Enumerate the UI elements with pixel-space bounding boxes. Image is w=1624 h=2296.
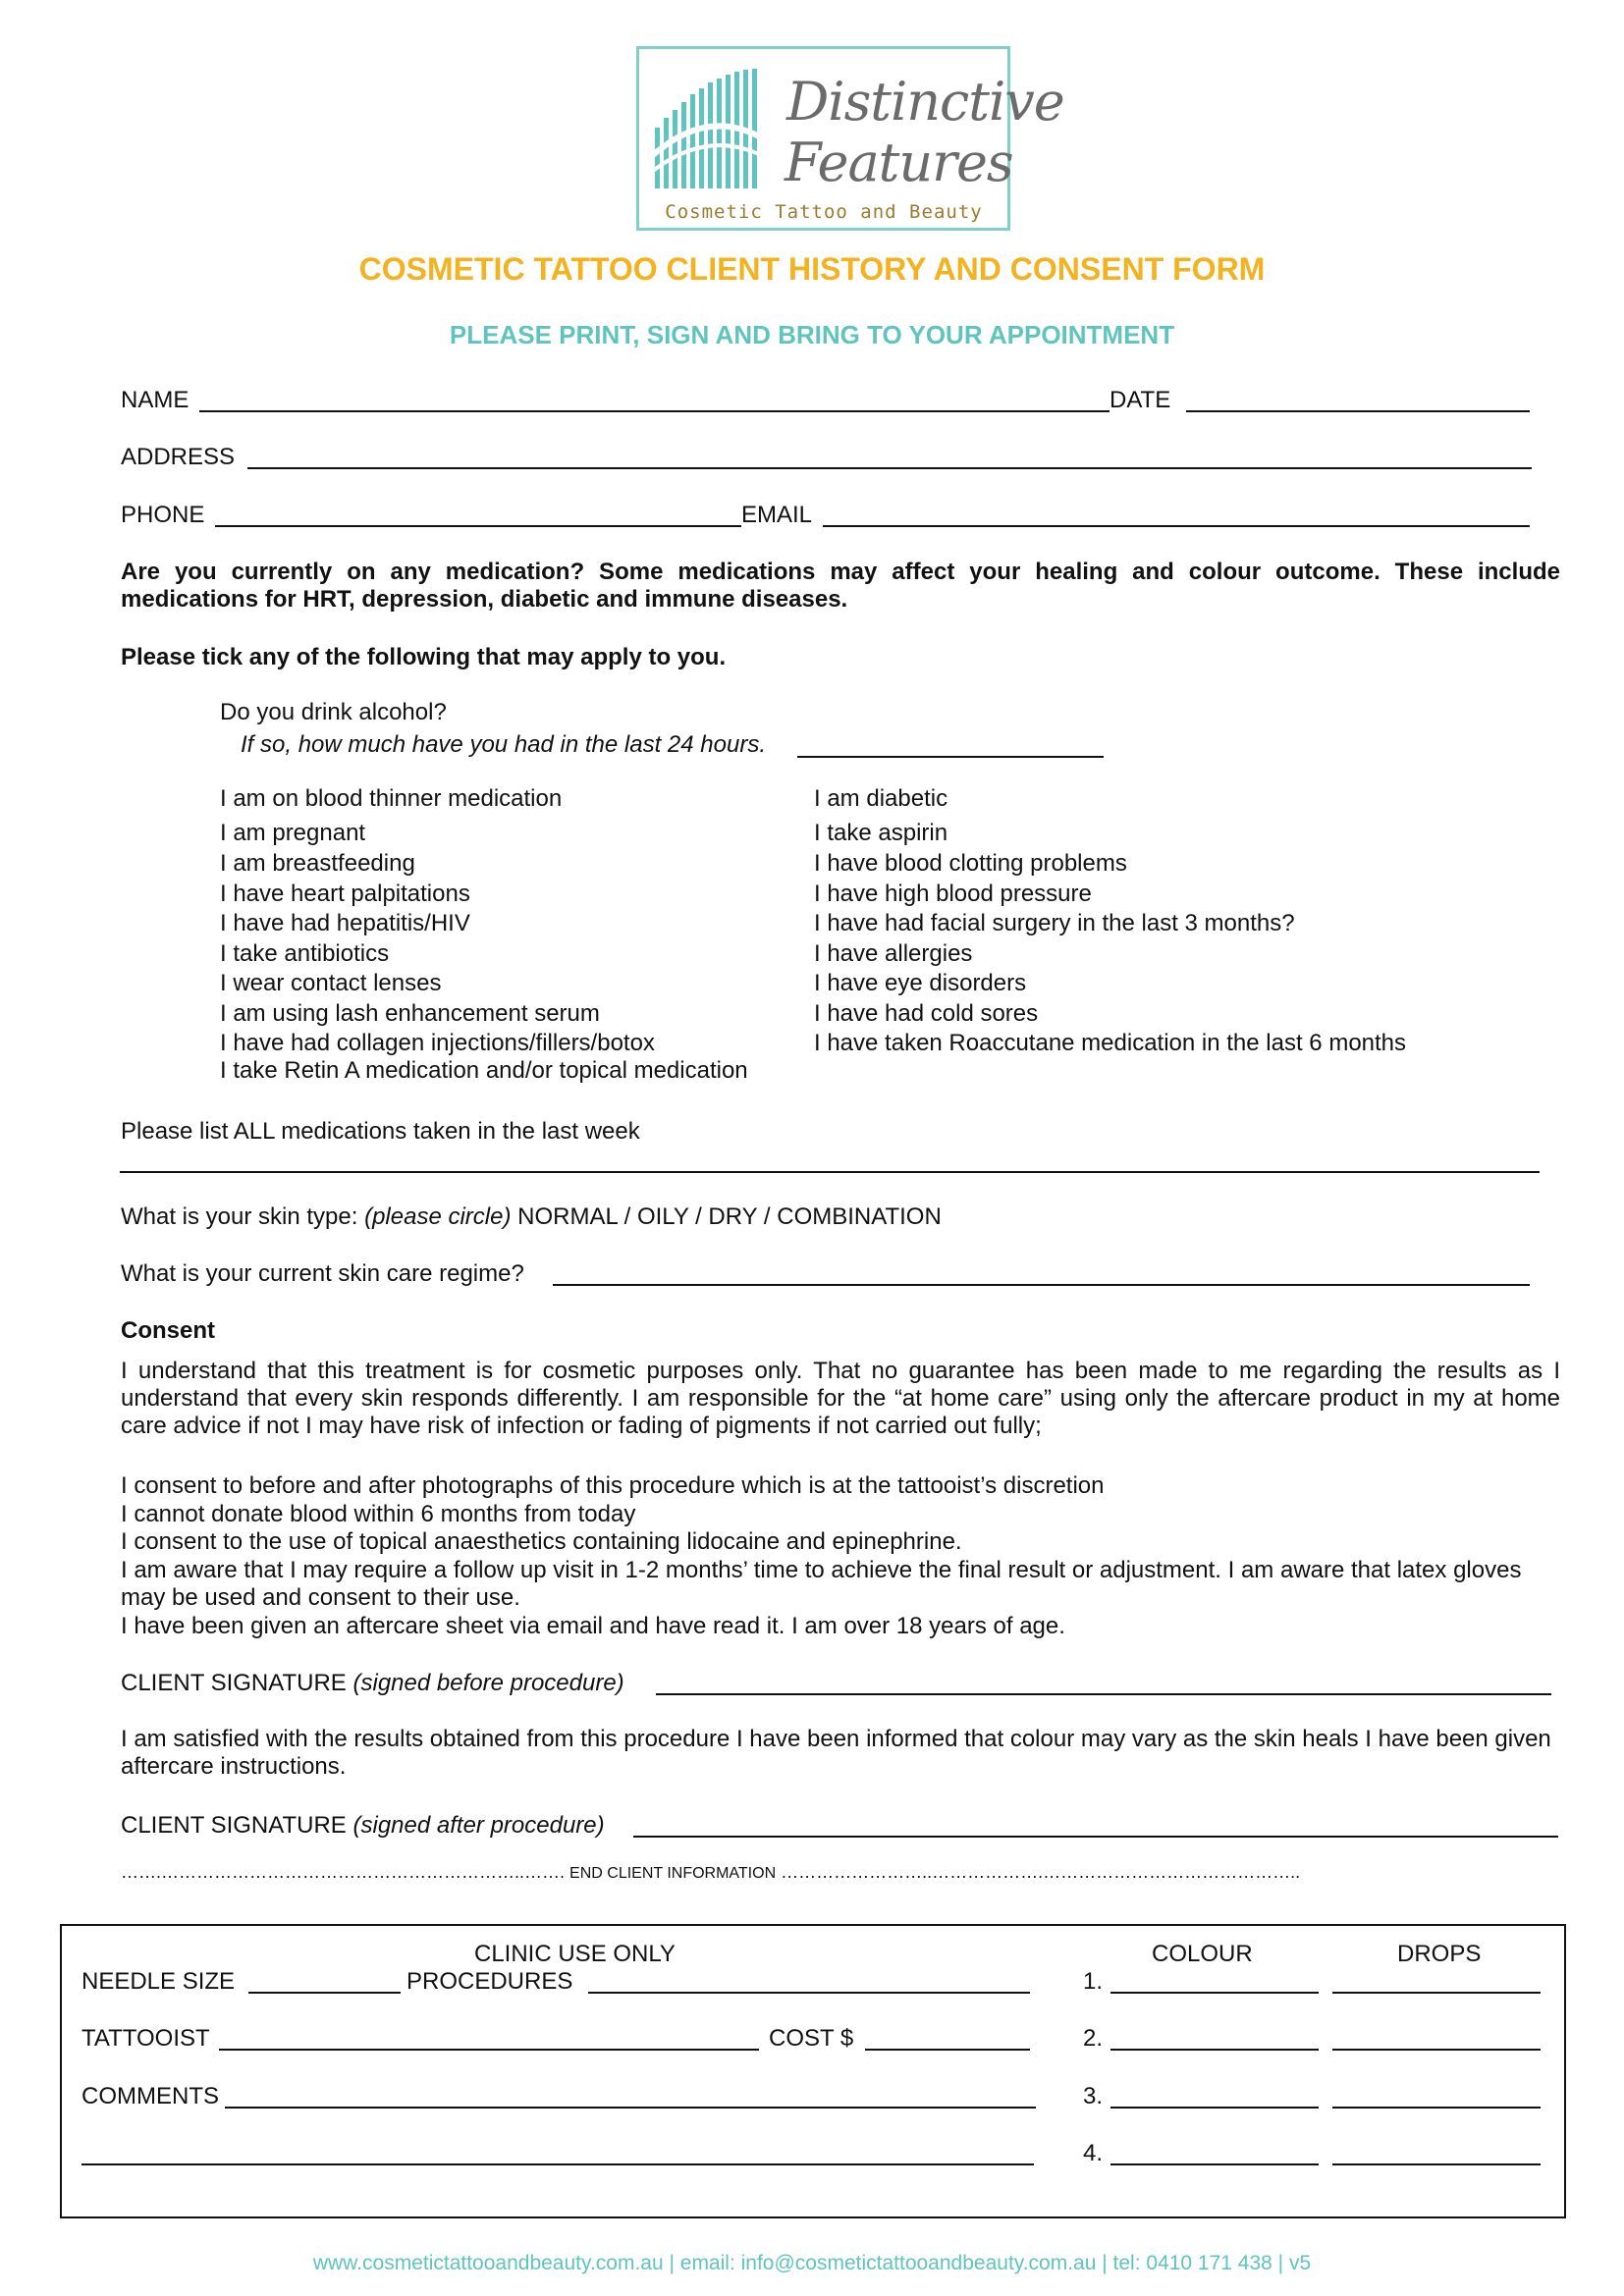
drops-field[interactable] [1332,1992,1541,1994]
condition-item[interactable]: I have eye disorders [814,970,1027,996]
consent-line: I have been given an aftercare sheet via email and have read it. I am over 18 years of age. [121,1613,1065,1639]
logo-text-features: Features [785,132,1013,193]
logo-tagline: Cosmetic Tattoo and Beauty [665,201,983,223]
comments-field-line2[interactable] [81,2163,1034,2165]
signature-before-label [121,1669,624,1697]
colour-row-number: 1. [1083,1968,1104,1995]
colour-row-number: 3. [1083,2083,1104,2109]
condition-item[interactable]: I take aspirin [814,820,948,846]
condition-item[interactable]: I have had cold sores [814,1000,1039,1027]
skin-type-question [121,1202,942,1231]
signature-after-hint: (signed after procedure) [352,1812,605,1839]
satisfaction-statement: I am satisfied with the results obtained from this procedure I have been informed that colour may vary as the skin heals I have been given aftercare instructions. [121,1726,1551,1780]
colour-field[interactable] [1110,2107,1319,2109]
skin-type-options[interactable]: NORMAL / OILY / DRY / COMBINATION [517,1203,942,1230]
tick-instruction: Please tick any of the following that may apply to you. [121,644,727,670]
signature-after-field[interactable] [633,1836,1558,1838]
consent-line: I cannot donate blood within 6 months from today [121,1501,636,1527]
condition-item[interactable]: I have blood clotting problems [814,850,1127,877]
condition-item[interactable]: I have had hepatitis/HIV [220,910,470,936]
drops-field[interactable] [1332,2107,1541,2109]
skin-regime-label: What is your current skin care regime? [121,1260,524,1287]
signature-after-label [121,1811,605,1840]
page-subtitle: PLEASE PRINT, SIGN AND BRING TO YOUR APPOINTMENT [449,320,1175,349]
condition-item[interactable]: I am using lash enhancement serum [220,1000,600,1027]
drops-field[interactable] [1332,2163,1541,2165]
consent-paragraph: I understand that this treatment is for cosmetic purposes only. That no guarantee has been made to me regarding the results as I understand that every skin responds differently. I am responsible for the “at home care” using only the aftercare product in my at home care advice if not I may have risk of infection or fading of pigments if not carried out fully; [121,1358,1560,1439]
cost-label: COST $ [769,2025,854,2052]
phone-field[interactable] [215,525,741,527]
consent-line: I consent to the use of topical anaesthetics containing lidocaine and epinephrine. [121,1528,962,1555]
condition-item[interactable]: I have had facial surgery in the last 3 months? [814,910,1295,936]
email-label: EMAIL [741,502,813,528]
address-field[interactable] [247,467,1532,469]
condition-item[interactable]: I have had collagen injections/fillers/botox [220,1030,655,1056]
consent-line: I am aware that I may require a follow up visit in 1-2 months’ time to achieve the final result or adjustment. I am aware that latex gloves may be used and consent to their use. [121,1557,1522,1611]
end-dots-left: …….……………………………………………………..……. [121,1862,566,1882]
procedures-label: PROCEDURES [406,1968,573,1995]
alcohol-amount-field[interactable] [797,756,1104,758]
colour-field[interactable] [1110,1992,1319,1994]
date-field[interactable] [1186,410,1530,412]
footer-contact: www.cosmetictattooandbeauty.com.au | email: info@cosmetictattooandbeauty.com.au | tel: 0410 171 438 | v5 [312,2252,1312,2274]
logo [636,46,1064,231]
name-field[interactable] [199,410,1110,412]
condition-item[interactable]: I take Retin A medication and/or topical medication [220,1057,748,1084]
clinic-use-box [60,1924,1566,2218]
clinic-heading: CLINIC USE ONLY [474,1941,676,1967]
condition-item[interactable]: I have taken Roaccutane medication in the last 6 months [814,1030,1407,1056]
condition-item[interactable]: I wear contact lenses [220,970,442,996]
alcohol-question[interactable]: Do you drink alcohol? [220,699,447,725]
consent-heading: Consent [121,1317,215,1344]
logo-bars-icon [653,69,785,191]
colour-row-number: 2. [1083,2025,1104,2052]
tattooist-field[interactable] [219,2049,759,2051]
end-client-information [121,1860,1554,1886]
condition-item[interactable]: I am pregnant [220,820,366,846]
skin-type-hint: (please circle) [364,1203,512,1230]
condition-item[interactable]: I have allergies [814,940,973,967]
date-label: DATE [1110,387,1171,413]
medication-question: Are you currently on any medication? Some medications may affect your healing and colour outcome. These include medications for HRT, depression, diabetic and immune diseases. [121,559,1560,613]
procedures-field[interactable] [588,1992,1030,1994]
skin-regime-field[interactable] [553,1284,1530,1286]
drops-field[interactable] [1332,2049,1541,2051]
colour-heading: COLOUR [1152,1941,1253,1967]
alcohol-followup: If so, how much have you had in the last 24 hours. [241,731,766,758]
tattooist-label: TATTOOIST [81,2025,210,2052]
condition-item[interactable]: I am on blood thinner medication [220,785,563,812]
comments-label: COMMENTS [81,2083,219,2109]
colour-field[interactable] [1110,2163,1319,2165]
comments-field[interactable] [225,2107,1036,2109]
end-dots-right: ……………………..……………….…………………………………….. [781,1862,1301,1882]
signature-after-text: CLIENT SIGNATURE [121,1812,347,1839]
signature-before-hint: (signed before procedure) [352,1670,624,1696]
colour-field[interactable] [1110,2049,1319,2051]
condition-item[interactable]: I am diabetic [814,785,948,812]
signature-before-text: CLIENT SIGNATURE [121,1670,347,1696]
drops-heading: DROPS [1397,1941,1482,1967]
consent-line: I consent to before and after photographs of this procedure which is at the tattooist’s discretion [121,1472,1105,1499]
condition-item[interactable]: I have heart palpitations [220,881,470,907]
address-label: ADDRESS [121,444,236,470]
condition-item[interactable]: I take antibiotics [220,940,390,967]
skin-type-label: What is your skin type: [121,1203,358,1230]
email-field[interactable] [823,525,1530,527]
cost-field[interactable] [865,2049,1030,2051]
signature-before-field[interactable] [656,1693,1551,1695]
phone-label: PHONE [121,502,205,528]
name-label: NAME [121,387,189,413]
needle-size-field[interactable] [248,1992,401,1994]
medications-list-field[interactable] [120,1171,1540,1173]
logo-text-distinctive: Distinctive [786,71,1064,133]
needle-size-label: NEEDLE SIZE [81,1968,236,1995]
page-title: COSMETIC TATTOO CLIENT HISTORY AND CONSENT FORM [358,251,1266,287]
colour-row-number: 4. [1083,2140,1104,2166]
condition-item[interactable]: I have high blood pressure [814,881,1092,907]
medications-list-label: Please list ALL medications taken in the last week [121,1118,640,1145]
end-marker-text: END CLIENT INFORMATION [569,1865,777,1882]
condition-item[interactable]: I am breastfeeding [220,850,415,877]
